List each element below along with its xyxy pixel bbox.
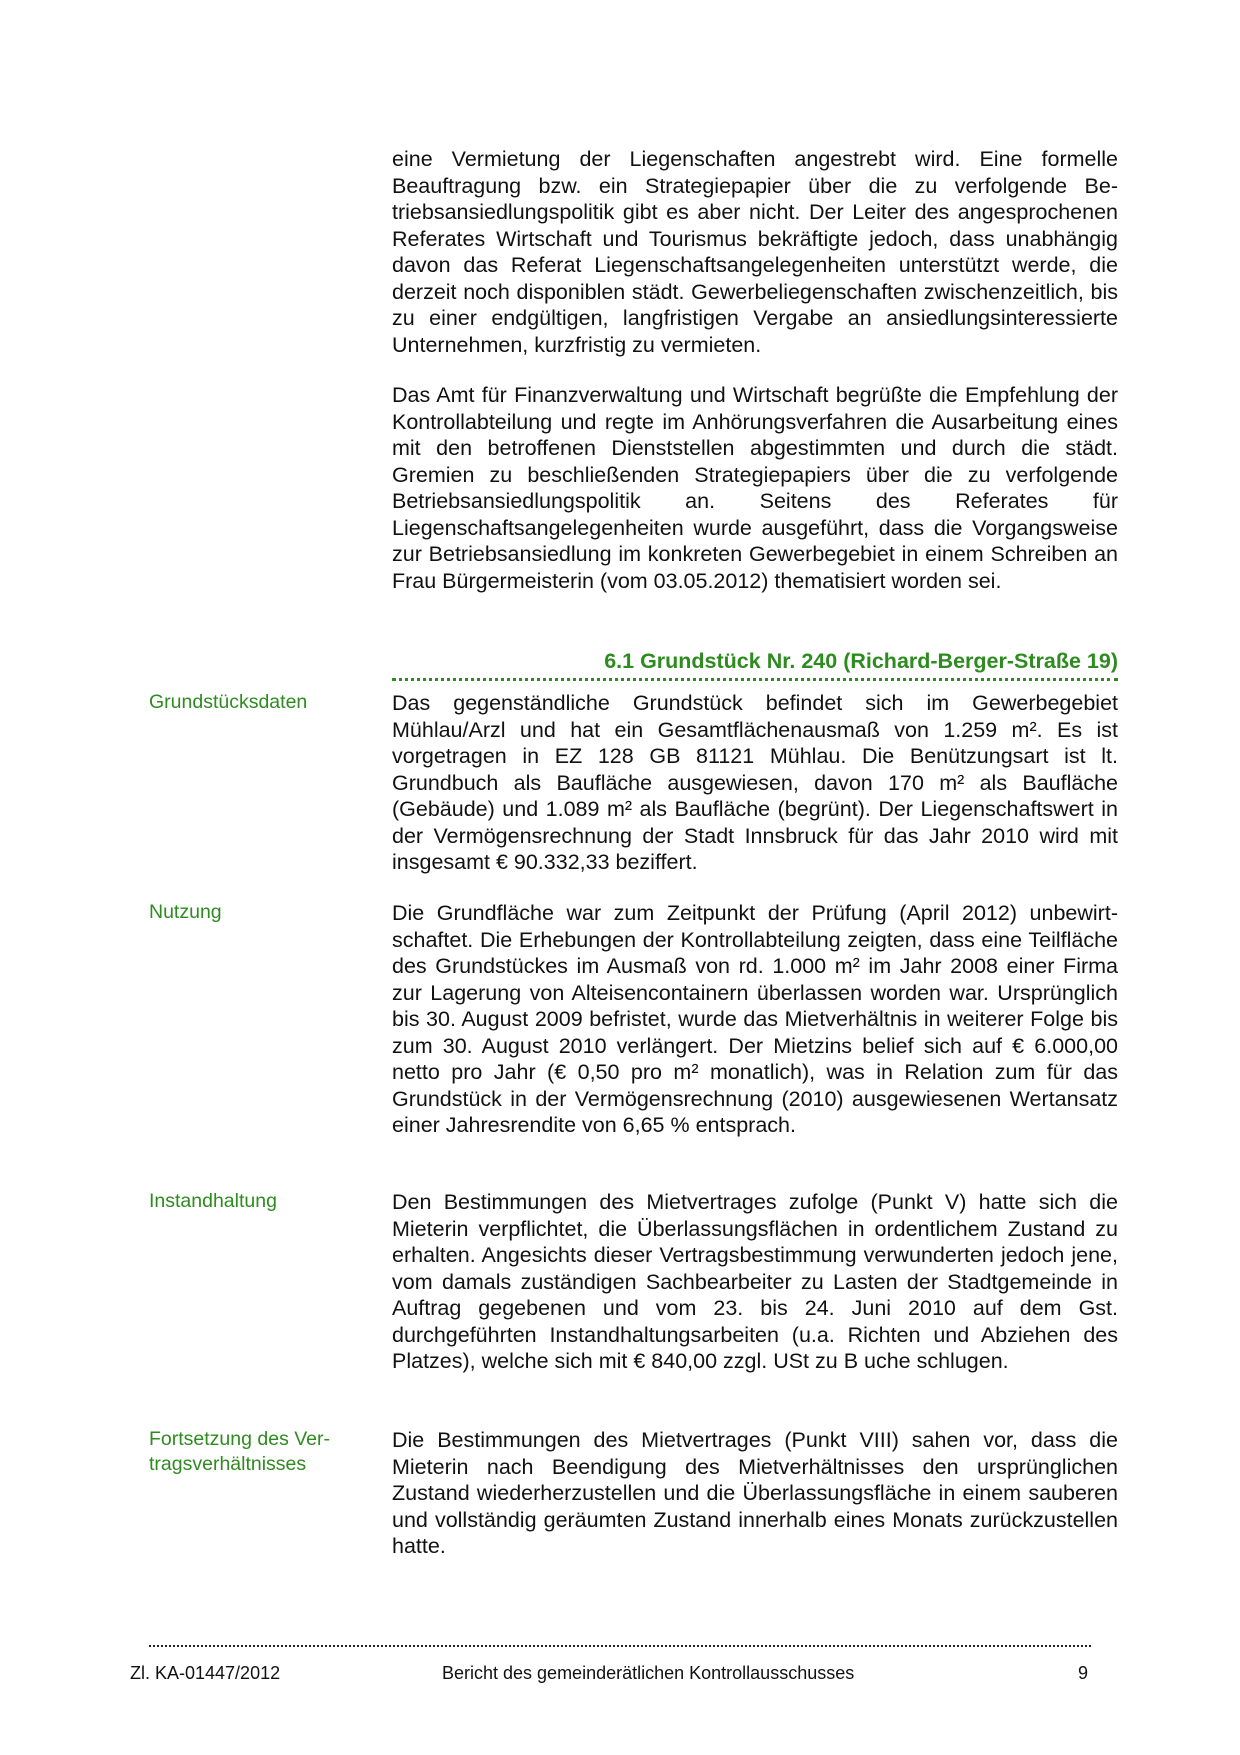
margin-label-fortsetzung: Fortsetzung des Vertragsverhältnisses: [149, 1428, 331, 1475]
section-heading-rule: [392, 678, 1118, 681]
margin-label-instandhaltung: Instandhaltung: [149, 1190, 277, 1212]
margin-label-nutzung: Nutzung: [149, 901, 222, 923]
footer-rule: [149, 1645, 1091, 1647]
footer-report-title: Bericht des gemeinderätlichen Kontrollausschusses: [442, 1663, 855, 1683]
paragraph-grundstuecksdaten: Das gegenständliche Grundstück befindet sich im Gewerbegebiet Mühlau/Arzl und hat ein Gesamtflächenausmaß von 1.259 m². Es ist vorgetragen in EZ 128 GB 81121 Mühlau. Die Benützungsart ist lt. Grundbuch als Baufläche ausgewiesen, davon 170 m² als Baufläche (Gebäude) und 1.089 m² als Baufläche (begrünt). Der Liegenschaftswert in der Vermögensrechnung der Stadt Innsbruck für das Jahr 2010 wird mit insgesamt € 90.332,33 beziffert.: [392, 691, 1118, 874]
body-paragraph-intro-continued: eine Vermietung der Liegenschaften angestrebt wird. Eine formelle Beauftragung bzw. ein Strategiepapier über die zu verfolgende Betriebsansiedlungspolitik gibt es aber nicht. Der Leiter des angesprochenen Referates Wirtschaft und Tourismus bekräftigte jedoch, dass unabhängig davon das Referat Liegenschaftsangelegenheiten unterstützt werde, die derzeit noch disponiblen städt. Gewerbeliegenschaften zwischenzeitlich, bis zu einer endgültigen, langfristigen Vergabe an ansiedlungsinteressierte Unternehmen, kurzfristig zu vermieten.: [392, 147, 1118, 357]
margin-label-grundstuecksdaten: Grundstücksdaten: [149, 691, 308, 713]
footer-reference-number: Zl. KA-01447/2012: [130, 1663, 281, 1683]
paragraph-nutzung: Die Grundfläche war zum Zeitpunkt der Prüfung (April 2012) unbewirtschaftet. Die Erhebungen der Kontrollabteilung zeigten, dass eine Teilfläche des Grundstückes im Ausmaß von rd. 1.000 m² im Jahr 2008 einer Firma zur Lagerung von Alteisencontainern überlassen worden war. Ursprünglich bis 30. August 2009 befristet, wurde das Mietverhältnis in weiterer Folge bis zum 30. August 2010 verlängert. Der Mietzins belief sich auf € 6.000,00 netto pro Jahr (€ 0,50 pro m² monatlich), was in Relation zum für das Grundstück in der Vermögensrechnung (2010) ausgewiesenen Wertansatz einer Jahresrendite von 6,65 % entsprach.: [392, 901, 1118, 1137]
body-paragraph-amt: Das Amt für Finanzverwaltung und Wirtschaft begrüßte die Empfehlung der Kontrollabteilung und regte im Anhörungsverfahren die Ausarbeitung eines mit den betroffenen Dienststellen abgestimmten und durch die städt. Gremien zu beschließenden Strategiepapiers über die zu verfolgende Betriebsansiedlungspolitik an. Seitens des Referates für Liegenschaftsangelegenheiten wurde ausgeführt, dass die Vorgangsweise zur Betriebsansiedlung im konkreten Gewerbegebiet in einem Schreiben an Frau Bürgermeisterin (vom 03.05.2012) thematisiert worden sei.: [392, 383, 1118, 593]
paragraph-fortsetzung: Die Bestimmungen des Mietvertrages (Punkt VIII) sahen vor, dass die Mieterin nach Beendigung des Mietverhältnisses den ursprünglichen Zustand wiederherzustellen und die Überlassungsfläche in einem sauberen und vollständig geräumten Zustand innerhalb eines Monats zurückzustellen hatte.: [392, 1428, 1118, 1558]
section-heading: 6.1 Grundstück Nr. 240 (Richard-Berger-Straße 19): [604, 649, 1118, 673]
paragraph-instandhaltung: Den Bestimmungen des Mietvertrages zufolge (Punkt V) hatte sich die Mieterin verpflichtet, die Überlassungsflächen in ordentlichem Zustand zu erhalten. Angesichts dieser Vertragsbestimmung verwunderten jedoch jene, vom damals zuständigen Sachbearbeiter zu Lasten der Stadtgemeinde in Auftrag gegebenen und vom 23. bis 24. Juni 2010 auf dem Gst. durchgeführten Instandhaltungsarbeiten (u.a. Richten und Abziehen des Platzes), welche sich mit € 840,00 zzgl. USt zu B uche schlugen.: [392, 1190, 1118, 1373]
page-number: 9: [1077, 1663, 1088, 1683]
